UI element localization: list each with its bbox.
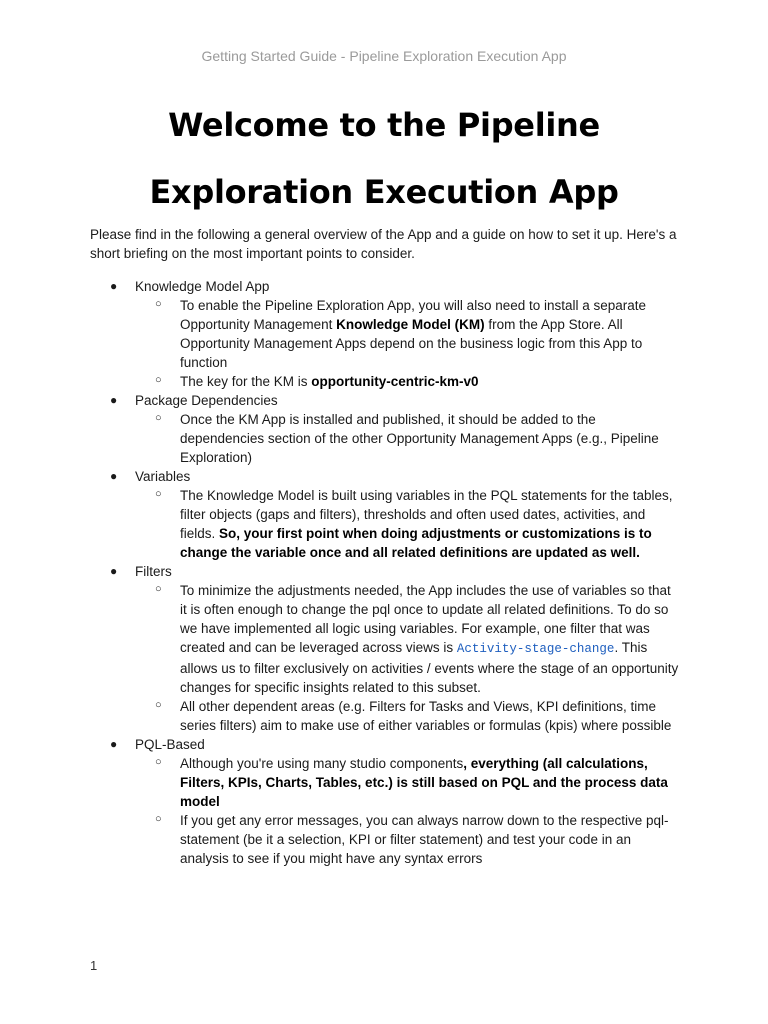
sub-item-text: The key for the KM is (180, 374, 312, 389)
sub-bullet-icon: ○ (155, 756, 162, 768)
sub-item (135, 486, 680, 562)
sub-bullet-icon: ○ (155, 412, 162, 424)
bullet-icon: ● (110, 737, 118, 751)
bullet-icon: ● (110, 564, 118, 578)
bullet-icon: ● (110, 393, 118, 407)
sub-item-text: To minimize the adjustments needed, the App includes the use of variables so that it is often enough to change the pql once to update all related definitions. To do so we have implemented all logic using variables. For example, one filter that was created and can be leveraged across views is (180, 583, 671, 655)
section-item (90, 467, 680, 562)
sub-item-text: To enable the Pipeline Exploration App, you will also need to install a separate Opportunity Management (180, 298, 647, 332)
page-number: 1 (90, 958, 98, 973)
section-item (90, 391, 680, 467)
title-line-1: Welcome to the Pipeline (168, 106, 600, 144)
section-label: Package Dependencies (135, 393, 278, 408)
title-line-2: Exploration Execution App (149, 173, 619, 211)
sub-list (135, 410, 680, 467)
sub-bullet-icon: ○ (155, 699, 162, 711)
sub-item (135, 296, 680, 372)
sub-item-text: from the App Store. All Opportunity Management Apps depend on the business logic from this App to function (180, 317, 643, 370)
sub-bullet-icon: ○ (155, 488, 162, 500)
sub-item-bold-text: opportunity-centric-km-v0 (311, 374, 479, 389)
sub-item (135, 811, 680, 868)
sub-item (135, 697, 680, 735)
sub-item (135, 754, 680, 811)
sub-item (135, 372, 680, 391)
sub-item-text: All other dependent areas (e.g. Filters for Tasks and Views, KPI definitions, time series filters) aim to make use of either variables or formulas (kpis) where possible (180, 699, 672, 733)
sub-item-text: Although you're using many studio components (180, 756, 464, 771)
section-label: Variables (135, 469, 191, 484)
sub-list (135, 296, 680, 391)
intro-paragraph: Please find in the following a general overview of the App and a guide on how to set it up. Here's a short briefing on the most important points to consider. (90, 227, 677, 261)
section-item (90, 735, 680, 868)
section-label: Filters (135, 564, 172, 579)
sub-bullet-icon: ○ (155, 813, 162, 825)
sub-bullet-icon: ○ (155, 583, 162, 595)
sub-item-text: The Knowledge Model is built using variables in the PQL statements for the tables, filter objects (gaps and filters), thresholds and often used dates, activities, and fields. (180, 488, 673, 541)
sub-item-text: If you get any error messages, you can always narrow down to the respective pql-statement (be it a selection, KPI or filter statement) and test your code in an analysis to see if you might have any syntax errors (180, 813, 669, 866)
section-label: Knowledge Model App (135, 279, 270, 294)
page-header: Getting Started Guide - Pipeline Exploration Execution App (201, 48, 567, 64)
sub-bullet-icon: ○ (155, 298, 162, 310)
section-label: PQL-Based (135, 737, 205, 752)
sub-item-bold-text: , everything (all calculations, Filters, KPIs, Charts, Tables, etc.) is still based on PQL and the process data model (180, 756, 668, 809)
section-list (90, 277, 680, 868)
sub-list (135, 754, 680, 868)
page-title (0, 92, 768, 226)
sub-item-bold-text: So, your first point when doing adjustments or customizations is to change the variable once and all related definitions are updated as well. (180, 526, 652, 560)
document-body (90, 225, 680, 868)
sub-item-text: . This allows us to filter exclusively on activities / events where the stage of an opportunity changes for specific insights related to this subset. (180, 640, 679, 695)
sub-bullet-icon: ○ (155, 374, 162, 386)
sub-item-bold-text: Knowledge Model (KM) (336, 317, 485, 332)
sub-item (135, 581, 680, 697)
sub-item-text: Once the KM App is installed and published, it should be added to the dependencies section of the other Opportunity Management Apps (e.g., Pipeline Exploration) (180, 412, 659, 465)
section-item (90, 562, 680, 735)
bullet-icon: ● (110, 279, 118, 293)
bullet-icon: ● (110, 469, 118, 483)
sub-list (135, 581, 680, 735)
sub-list (135, 486, 680, 562)
inline-code: Activity-stage-change (456, 642, 615, 656)
section-item (90, 277, 680, 391)
sub-item (135, 410, 680, 467)
